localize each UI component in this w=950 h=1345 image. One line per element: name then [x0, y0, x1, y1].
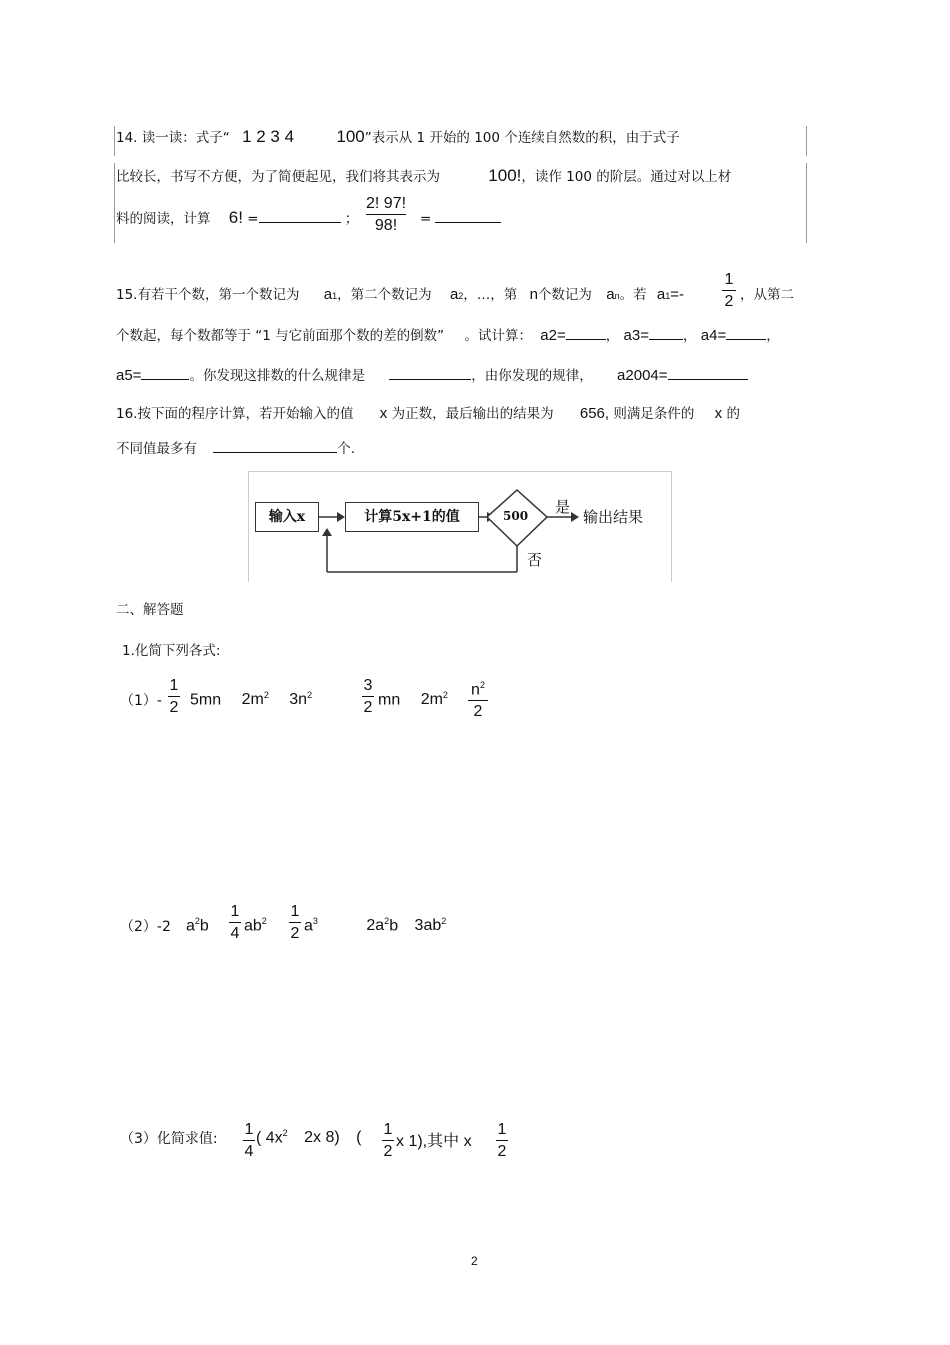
section2-title: 二、解答题: [116, 602, 184, 618]
p1-terms-2: [378, 690, 448, 709]
q14-frac-den: 98!: [374, 217, 398, 234]
p3-f1-num: 1: [244, 1121, 254, 1138]
q16-x2: x: [714, 405, 723, 422]
flowchart-compute: 计算5x+1的值: [345, 502, 479, 532]
q14-line1: [116, 126, 680, 147]
q15-blank-a3[interactable]: [649, 327, 683, 340]
q14-semi: ；: [344, 211, 359, 227]
p3-f2-den: 2: [383, 1143, 393, 1160]
p1-f2-den: 2: [363, 699, 373, 716]
p3-f2-bar: [382, 1140, 394, 1141]
p3-f2-num: 1: [383, 1121, 393, 1138]
q15-half-num: 1: [724, 271, 734, 288]
p1-t1: 5mn: [190, 691, 222, 709]
q15-blank-a2004[interactable]: [668, 367, 748, 380]
q15-sub1b: 1: [665, 291, 671, 301]
q15-l3b: 。你发现这排数的什么规律是: [189, 368, 365, 384]
p1-f2-bar: [362, 696, 374, 697]
p1-f1-bar: [168, 696, 180, 697]
p2-frac-2: [289, 902, 301, 943]
q16-l1d: 的: [726, 406, 740, 422]
p2-t5: 3ab: [414, 917, 442, 935]
q16-line2: [116, 437, 355, 457]
q15-l2: 个数起，每个数都等于 “1 与它前面那个数的差的倒数”: [116, 328, 445, 344]
q15-l1b: ，第二个数记为: [337, 287, 432, 303]
q14-frac-bar: [366, 214, 406, 215]
p1-f2-num: 3: [363, 677, 373, 694]
q14-frac-num: 2! 97!: [366, 195, 407, 212]
q15-an: a: [606, 286, 615, 303]
q15-l1g: ，从第二: [740, 287, 794, 303]
q16-l2b: 个.: [337, 441, 356, 457]
q15-n: n: [529, 286, 538, 303]
p3-frac-3: [496, 1120, 508, 1161]
q15-half-bar: [722, 290, 736, 291]
p2-f1-num: 1: [230, 903, 240, 920]
q14-eq: =: [247, 211, 259, 227]
p1-t3: 3n: [289, 691, 308, 709]
p2-t4-sq: 2: [384, 916, 390, 926]
q15-blank-a5[interactable]: [141, 367, 189, 380]
q14-six: 6!: [228, 208, 243, 227]
p2-t4: 2a: [366, 917, 385, 935]
p3-t2: 2x 8): [304, 1129, 340, 1147]
flowchart-output: 输出结果: [583, 508, 644, 526]
p3-frac-2: [382, 1120, 394, 1161]
q14-right-border-2: [806, 163, 807, 243]
p1-t2-sq: 2: [263, 690, 269, 700]
p3-f1-bar: [243, 1140, 255, 1141]
p2-t3: a: [304, 917, 313, 935]
q15-line2: 个数起，每个数都等于 “1 与它前面那个数的差的倒数” 。试计算： a2= ， a3= ， a4= ，: [116, 327, 780, 344]
p2-term-2: [244, 916, 267, 935]
q14-eq2: =: [420, 211, 432, 227]
q14-seq: 1 2 3 4: [242, 127, 295, 146]
q16-blank[interactable]: [213, 440, 337, 453]
q15-l3c: ，由你发现的规律，: [471, 368, 593, 384]
p2-terms-3: [304, 916, 446, 935]
p1-f3-sq: 2: [479, 680, 485, 690]
q15-l2b: 。试计算：: [464, 328, 532, 344]
q15-a2004-label: a2004=: [617, 367, 668, 384]
p2-t4b: b: [389, 917, 399, 935]
q16-l2: 不同值最多有: [116, 441, 197, 457]
p1-frac-3: [468, 676, 488, 721]
q16-x: x: [379, 405, 388, 422]
q15-a1b: a: [656, 286, 666, 303]
q14-after: ”表示从 1 开始的 100 个连续自然数的积，由于式子: [364, 130, 680, 146]
q14-fact: 100!: [488, 166, 522, 185]
page-number: 2: [471, 1254, 478, 1268]
p3-label: （3）化简求值:: [120, 1131, 218, 1147]
q14-line3-text: 料的阅读，计算: [116, 211, 211, 227]
q16-l1b: 为正数，最后输出的结果为: [391, 406, 554, 422]
q16-v: 656,: [579, 405, 610, 422]
q15-l1d: 个数记为: [537, 287, 592, 303]
q15-half: [722, 270, 736, 311]
p1-t2: 2m: [241, 691, 264, 709]
q14-line2b: ，读作 100 的阶层。通过对以上材: [521, 169, 732, 185]
p2-t3-cube: 3: [312, 916, 318, 926]
q14-left-border-2: [114, 163, 115, 243]
q14-blank-2[interactable]: [435, 210, 501, 223]
p1-f3-n: n: [471, 681, 480, 699]
q15-l1a: 15.有若干个数，第一个数记为: [116, 287, 300, 303]
flowchart-input: 输入x: [255, 502, 319, 532]
p2-t1b: b: [199, 917, 209, 935]
section2-q1: 1.化简下列各式:: [122, 643, 221, 659]
q15-l1e: 。若: [619, 287, 647, 303]
p1-t5: 2m: [420, 691, 443, 709]
p2-f2-num: 1: [290, 903, 300, 920]
q16-l1: 16.按下面的程序计算，若开始输入的值: [116, 406, 354, 422]
p1-t5-sq: 2: [442, 690, 448, 700]
q14-line2-text: 比较长，书写不方便，为了简便起见，我们将其表示为: [116, 169, 440, 185]
p2-t1: a: [186, 917, 195, 935]
q15-a4-label: a4=: [700, 327, 727, 344]
p3-f1-den: 4: [244, 1143, 254, 1160]
p1-label: （1）-: [120, 693, 162, 709]
q15-a2: a: [449, 286, 459, 303]
q14-left-border: [114, 126, 115, 156]
flowchart-no: 否: [527, 551, 543, 569]
p1-terms: [190, 690, 312, 709]
flowchart-yes: 是: [555, 498, 571, 516]
p2-t2: ab: [244, 917, 262, 935]
q15-a1: a: [323, 286, 333, 303]
q14-blank-1[interactable]: [259, 210, 341, 223]
p2-f2-den: 2: [290, 925, 300, 942]
q15-l1c: ，…，第: [463, 287, 518, 303]
q14-line3: [116, 207, 358, 228]
p1-t3-sq: 2: [307, 690, 313, 700]
q15-subn: n: [614, 291, 620, 301]
p2-term-1: [186, 916, 209, 935]
p2-label: （2）-2: [120, 919, 171, 935]
q15-a5-label: a5=: [116, 367, 142, 384]
q14-hundred: 100: [336, 127, 365, 146]
p1-f3-num: [468, 676, 488, 699]
p3-frac-1: [243, 1120, 255, 1161]
p2-f1-den: 4: [230, 925, 240, 942]
p3-f3-den: 2: [497, 1143, 507, 1160]
q16-l1c: 则满足条件的: [613, 406, 695, 422]
p1-f1-den: 2: [169, 699, 179, 716]
p1-frac-1: [168, 676, 180, 717]
q15-a2-label: a2=: [540, 327, 566, 344]
p1-f3-den: 2: [473, 703, 483, 721]
p1-f1-num: 1: [169, 677, 179, 694]
q15-blank-a4[interactable]: [726, 327, 766, 340]
q14-right-border: [806, 126, 807, 156]
q14-prefix: 14. 读一读：式子“: [116, 130, 230, 146]
p2-t2-sq: 2: [261, 916, 267, 926]
p3-t3: (: [356, 1129, 362, 1147]
p3-t4: x 1),其中 x: [396, 1133, 472, 1150]
q15-l1f: =-: [670, 286, 685, 303]
p2-t5-sq: 2: [441, 916, 447, 926]
p2-t1-sq: 2: [194, 916, 200, 926]
p3-terms: [256, 1128, 362, 1147]
p3-terms-2: [396, 1128, 472, 1151]
p1-t4: mn: [378, 691, 401, 709]
q15-line3: [116, 364, 748, 384]
q15-a3-label: a3=: [623, 327, 649, 344]
p2-f1-bar: [229, 922, 241, 923]
p1-frac-2: [362, 676, 374, 717]
p3-t1: ( 4x: [256, 1129, 283, 1147]
q15-blank-rule[interactable]: [389, 367, 471, 380]
q16-line1: [116, 402, 740, 422]
p3-f3-num: 1: [497, 1121, 507, 1138]
p2-f2-bar: [289, 922, 301, 923]
q15-line1: [116, 283, 684, 303]
q14-fraction: [366, 194, 406, 235]
q15-blank-a2[interactable]: [566, 327, 606, 340]
flowchart-cond: 500: [503, 509, 529, 523]
q14-eq2-wrap: [420, 210, 501, 227]
p3-t1-sq: 2: [282, 1128, 288, 1138]
q14-line2: [116, 165, 731, 186]
flowchart: [248, 471, 672, 582]
q15-sub2: 2: [458, 291, 464, 301]
q15-sub1: 1: [332, 291, 338, 301]
p2-frac-1: [229, 902, 241, 943]
p1-f3-bar: [468, 700, 488, 701]
q15-half-den: 2: [724, 293, 734, 310]
p3-f3-bar: [496, 1140, 508, 1141]
